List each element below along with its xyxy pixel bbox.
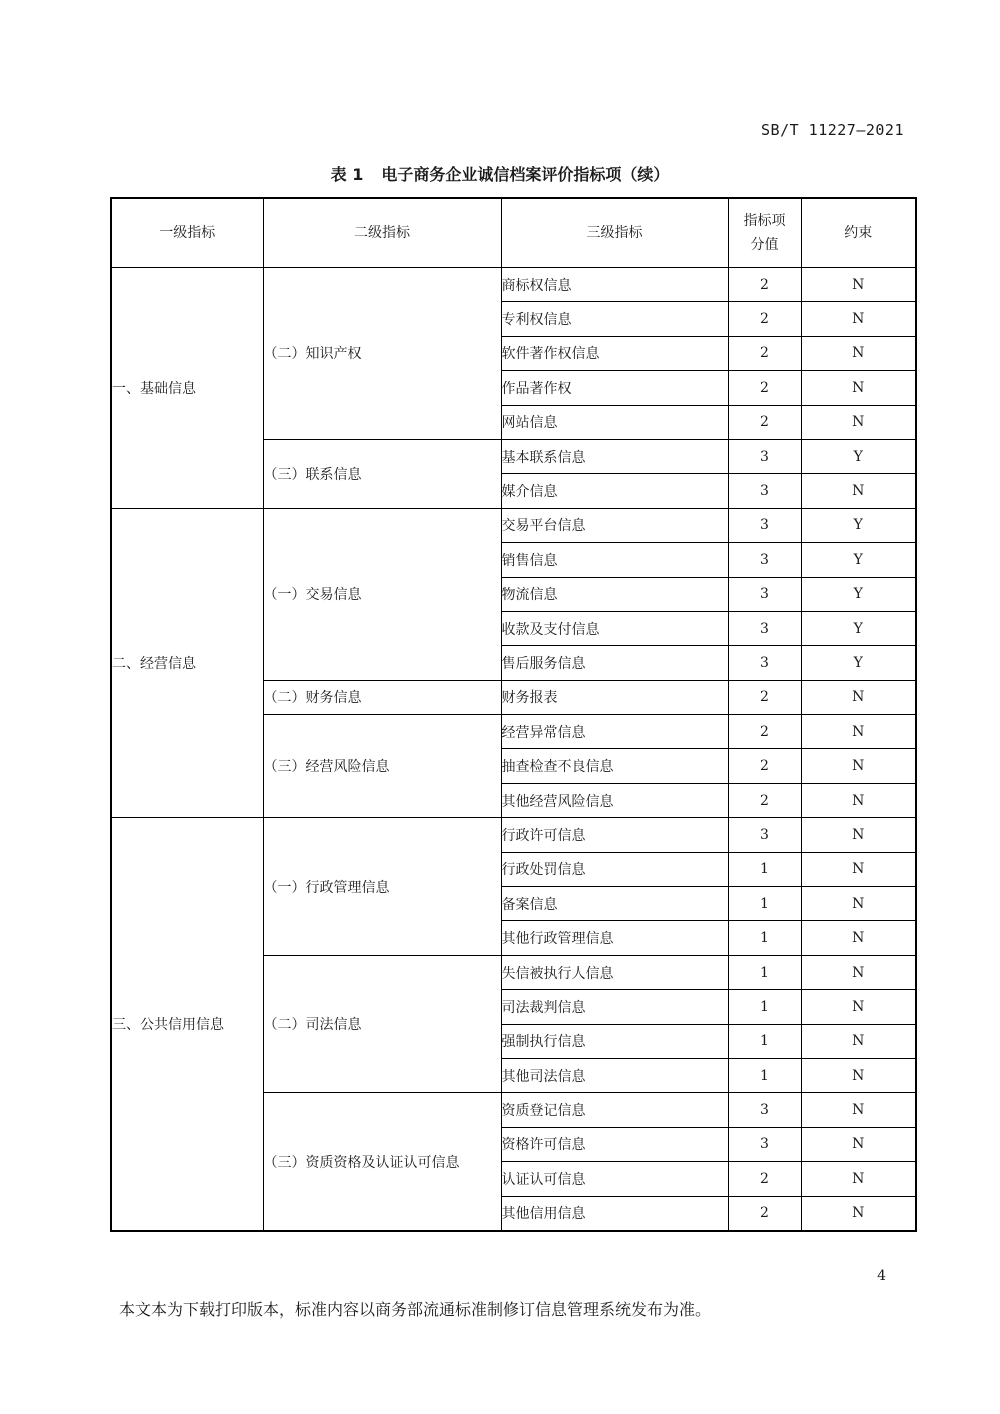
table-body: [111, 268, 916, 1231]
level1-cell: 二、经营信息: [111, 508, 263, 818]
table-row: [111, 818, 916, 852]
score-cell: 3: [728, 474, 801, 508]
level3-cell: 销售信息: [501, 543, 728, 577]
constraint-cell: N: [801, 887, 916, 921]
constraint-cell: N: [801, 302, 916, 336]
level3-cell: 抽查检查不良信息: [501, 749, 728, 783]
constraint-cell: N: [801, 955, 916, 989]
level3-cell: 其他信用信息: [501, 1196, 728, 1231]
indicator-table: [110, 197, 917, 1232]
level3-cell: 交易平台信息: [501, 508, 728, 542]
constraint-cell: N: [801, 474, 916, 508]
table-row: [111, 268, 916, 302]
level2-cell: （三）资质资格及认证认可信息: [263, 1093, 501, 1231]
table-row: [111, 508, 916, 542]
score-cell: 3: [728, 508, 801, 542]
level3-cell: 专利权信息: [501, 302, 728, 336]
standard-code: SB/T 11227—2021: [761, 121, 904, 139]
score-cell: 2: [728, 371, 801, 405]
constraint-cell: Y: [801, 611, 916, 645]
constraint-cell: N: [801, 921, 916, 955]
constraint-cell: N: [801, 1093, 916, 1127]
header-constraint: 约束: [801, 198, 916, 268]
level1-cell: 三、公共信用信息: [111, 818, 263, 1231]
constraint-cell: N: [801, 783, 916, 817]
score-cell: 1: [728, 1024, 801, 1058]
level3-cell: 失信被执行人信息: [501, 955, 728, 989]
constraint-cell: N: [801, 680, 916, 714]
score-cell: 2: [728, 680, 801, 714]
header-level2: 二级指标: [263, 198, 501, 268]
constraint-cell: N: [801, 1127, 916, 1161]
score-cell: 1: [728, 990, 801, 1024]
header-score-line1: 指标项: [743, 213, 786, 229]
score-cell: 3: [728, 1093, 801, 1127]
footer-note: 本文本为下载打印版本，标准内容以商务部流通标准制修订信息管理系统发布为准。: [119, 1300, 712, 1319]
constraint-cell: N: [801, 852, 916, 886]
constraint-cell: N: [801, 1058, 916, 1092]
score-cell: 3: [728, 543, 801, 577]
level2-cell: （一）交易信息: [263, 508, 501, 680]
level3-cell: 基本联系信息: [501, 439, 728, 473]
level3-cell: 资质登记信息: [501, 1093, 728, 1127]
level3-cell: 软件著作权信息: [501, 336, 728, 370]
level2-cell: （一）行政管理信息: [263, 818, 501, 956]
level3-cell: 行政许可信息: [501, 818, 728, 852]
constraint-cell: Y: [801, 439, 916, 473]
table-number: 表 1: [330, 165, 364, 184]
score-cell: 2: [728, 1162, 801, 1196]
score-cell: 3: [728, 646, 801, 680]
score-cell: 3: [728, 439, 801, 473]
constraint-cell: Y: [801, 577, 916, 611]
header-score-line2: 分值: [750, 237, 779, 253]
score-cell: 2: [728, 1196, 801, 1231]
level2-cell: （二）财务信息: [263, 680, 501, 714]
header-score: [728, 198, 801, 268]
constraint-cell: N: [801, 818, 916, 852]
level3-cell: 资格许可信息: [501, 1127, 728, 1161]
level3-cell: 作品著作权: [501, 371, 728, 405]
level3-cell: 媒介信息: [501, 474, 728, 508]
level3-cell: 物流信息: [501, 577, 728, 611]
score-cell: 1: [728, 887, 801, 921]
score-cell: 1: [728, 1058, 801, 1092]
score-cell: 2: [728, 302, 801, 336]
score-cell: 1: [728, 921, 801, 955]
constraint-cell: Y: [801, 646, 916, 680]
constraint-cell: N: [801, 1024, 916, 1058]
level3-cell: 售后服务信息: [501, 646, 728, 680]
score-cell: 2: [728, 405, 801, 439]
page-number: 4: [877, 1268, 886, 1284]
level2-cell: （三）经营风险信息: [263, 715, 501, 818]
level2-cell: （二）知识产权: [263, 268, 501, 440]
constraint-cell: N: [801, 405, 916, 439]
header-level3: 三级指标: [501, 198, 728, 268]
constraint-cell: N: [801, 990, 916, 1024]
table-header-row: [111, 198, 916, 268]
table-title: 电子商务企业诚信档案评价指标项（续）: [381, 165, 670, 184]
level3-cell: 财务报表: [501, 680, 728, 714]
constraint-cell: N: [801, 336, 916, 370]
level3-cell: 备案信息: [501, 887, 728, 921]
score-cell: 3: [728, 818, 801, 852]
table-caption: [0, 162, 1000, 185]
score-cell: 1: [728, 852, 801, 886]
constraint-cell: N: [801, 715, 916, 749]
level3-cell: 认证认可信息: [501, 1162, 728, 1196]
level1-cell: 一、基础信息: [111, 268, 263, 509]
score-cell: 2: [728, 715, 801, 749]
level3-cell: 收款及支付信息: [501, 611, 728, 645]
level3-cell: 其他司法信息: [501, 1058, 728, 1092]
score-cell: 3: [728, 577, 801, 611]
constraint-cell: N: [801, 749, 916, 783]
score-cell: 1: [728, 955, 801, 989]
level3-cell: 司法裁判信息: [501, 990, 728, 1024]
score-cell: 3: [728, 611, 801, 645]
header-level1: 一级指标: [111, 198, 263, 268]
constraint-cell: N: [801, 268, 916, 302]
level3-cell: 商标权信息: [501, 268, 728, 302]
score-cell: 2: [728, 783, 801, 817]
level2-cell: （三）联系信息: [263, 439, 501, 508]
score-cell: 3: [728, 1127, 801, 1161]
level3-cell: 经营异常信息: [501, 715, 728, 749]
level3-cell: 网站信息: [501, 405, 728, 439]
level3-cell: 强制执行信息: [501, 1024, 728, 1058]
score-cell: 2: [728, 336, 801, 370]
constraint-cell: N: [801, 371, 916, 405]
level3-cell: 行政处罚信息: [501, 852, 728, 886]
score-cell: 2: [728, 268, 801, 302]
level3-cell: 其他经营风险信息: [501, 783, 728, 817]
constraint-cell: Y: [801, 543, 916, 577]
constraint-cell: N: [801, 1196, 916, 1231]
level2-cell: （二）司法信息: [263, 955, 501, 1093]
constraint-cell: Y: [801, 508, 916, 542]
constraint-cell: N: [801, 1162, 916, 1196]
level3-cell: 其他行政管理信息: [501, 921, 728, 955]
score-cell: 2: [728, 749, 801, 783]
